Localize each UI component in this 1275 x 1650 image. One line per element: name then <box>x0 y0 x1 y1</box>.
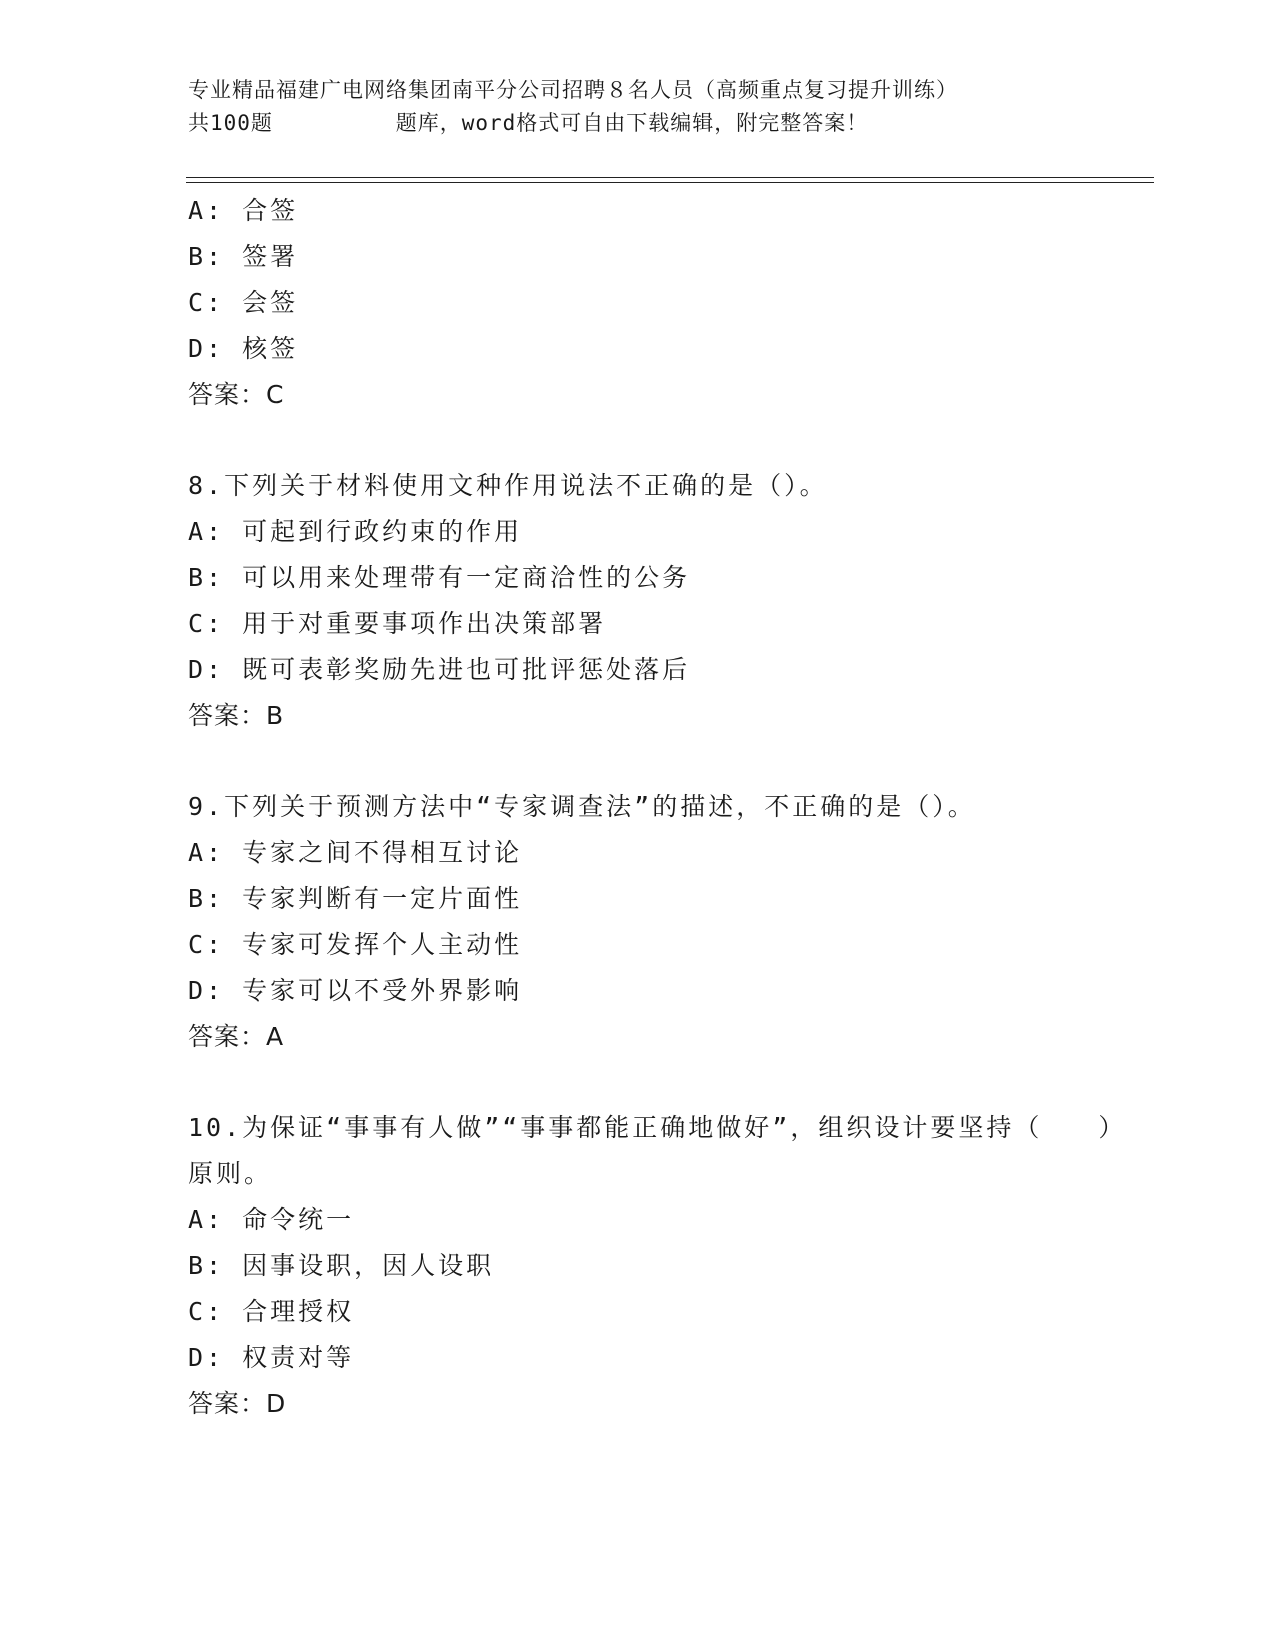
option-d: D: 既可表彰奖励先进也可批评惩处落后 <box>188 655 691 684</box>
option-b: B: 可以用来处理带有一定商洽性的公务 <box>188 563 691 592</box>
question-text: 9.下列关于预测方法中“专家调查法”的描述，不正确的是（）。 <box>188 792 976 821</box>
question-block-8 <box>188 463 1118 739</box>
option-c: C: 专家可发挥个人主动性 <box>188 930 523 959</box>
option-d: D: 权责对等 <box>188 1343 355 1372</box>
option-a: A: 专家之间不得相互讨论 <box>188 838 523 867</box>
option-c: C: 会签 <box>188 288 299 317</box>
document-header <box>188 74 1088 140</box>
answer-line: 答案：B <box>188 701 285 730</box>
header-divider-bottom <box>186 182 1154 183</box>
question-text: 8.下列关于材料使用文种作用说法不正确的是（）。 <box>188 471 828 500</box>
header-title: 专业精品福建广电网络集团南平分公司招聘８名人员（高频重点复习提升训练） <box>188 78 958 102</box>
answer-line: 答案：D <box>188 1389 287 1418</box>
spacer <box>188 418 1118 463</box>
option-b: B: 专家判断有一定片面性 <box>188 884 523 913</box>
option-a: A: 合签 <box>188 196 299 225</box>
option-d: D: 专家可以不受外界影响 <box>188 976 523 1005</box>
answer-line: 答案：A <box>188 1022 285 1051</box>
option-b: B: 因事设职，因人设职 <box>188 1251 495 1280</box>
option-c: C: 用于对重要事项作出决策部署 <box>188 609 607 638</box>
question-block-7 <box>188 188 1118 418</box>
option-d: D: 核签 <box>188 334 299 363</box>
question-text: 10.为保证“事事有人做”“事事都能正确地做好”，组织设计要坚持（ ）原则。 <box>188 1113 1114 1188</box>
header-subtitle: 共100题 题库，word格式可自由下载编辑，附完整答案！ <box>188 111 869 135</box>
question-list <box>188 188 1118 1427</box>
header-divider-top <box>186 177 1154 178</box>
option-b: B: 签署 <box>188 242 299 271</box>
spacer <box>188 739 1118 784</box>
option-c: C: 合理授权 <box>188 1297 355 1326</box>
question-block-9 <box>188 784 1118 1060</box>
question-block-10 <box>188 1105 1118 1427</box>
option-a: A: 命令统一 <box>188 1205 355 1234</box>
answer-line: 答案：C <box>188 380 285 409</box>
spacer <box>188 1060 1118 1105</box>
option-a: A: 可起到行政约束的作用 <box>188 517 523 546</box>
